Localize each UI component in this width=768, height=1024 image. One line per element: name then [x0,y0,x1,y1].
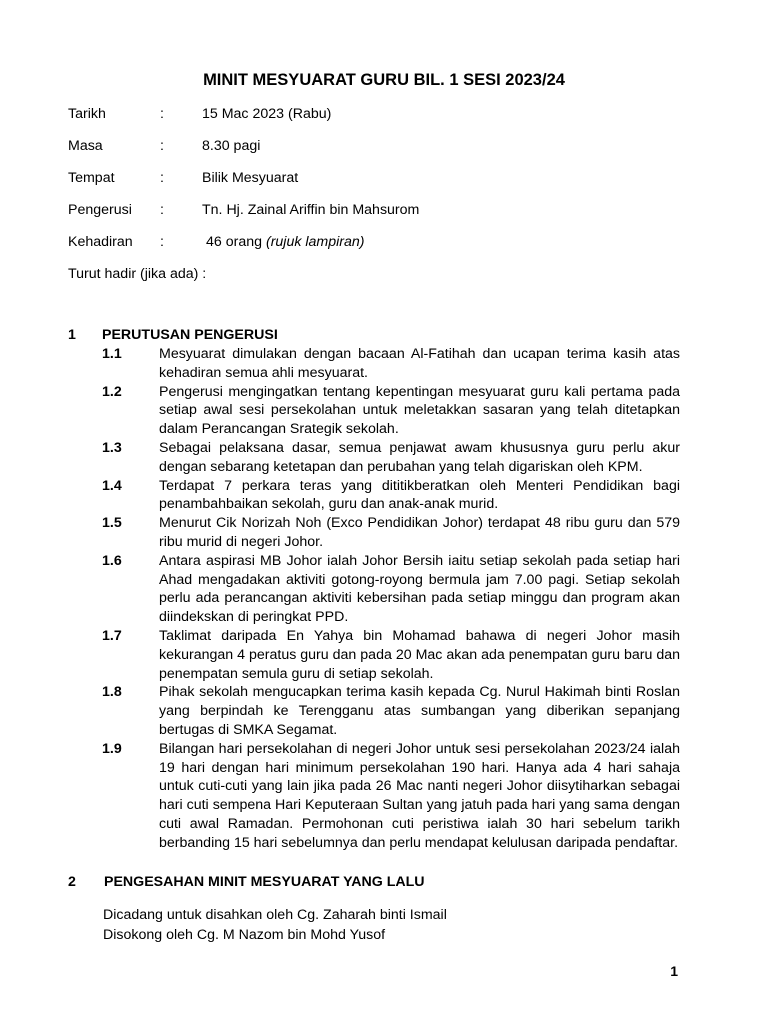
meta-colon: : [160,138,164,154]
meta-value: 8.30 pagi [202,138,261,154]
proposed-by-line: Dicadang untuk disahkan oleh Cg. Zaharah binti Ismail [103,907,447,923]
item-number: 1.7 [102,627,122,644]
meta-value: 15 Mac 2023 (Rabu) [202,106,332,122]
meta-colon: : [160,170,164,186]
item-number: 1.9 [102,740,122,757]
section-number: 2 [68,874,76,890]
attendance-count: 46 orang [206,234,263,250]
section-title: PENGESAHAN MINIT MESYUARAT YANG LALU [104,874,425,890]
item-number: 1.2 [102,383,122,400]
meta-colon: : [160,202,164,218]
item-number: 1.1 [102,346,122,362]
list-item [68,552,680,627]
list-item [68,627,680,683]
item-number: 1.5 [102,515,122,532]
item-text: Pengerusi mengingatkan tentang kepentingan mesyuarat guru kali pertama pada setiap awal sesi persekolahan untuk meletakkan sasaran yang telah ditetapkan dalam Perancangan Srategik sekolah. [159,383,680,438]
section-2-heading [68,873,568,893]
list-item [68,683,680,739]
attendance-note: (rujuk lampiran) [265,234,365,250]
item-text: Taklimat daripada En Yahya bin Mohamad bahawa di negeri Johor masih kekurangan 4 peratus guru dan pada 20 Mac akan ada penempatan guru baru dan penempatan semula guru di setiap sekolah. [159,627,680,682]
section-1-items [68,345,680,853]
item-text: Bilangan hari persekolahan di negeri Johor untuk sesi persekolahan 2023/24 ialah 19 hari dengan hari minimum persekolahan 190 hari. Hanya ada 4 hari sahaja untuk cuti-cuti yang lain jika pada 26 Mac nanti negeri Johor diisytiharkan sebagai hari cuti sempena Hari Keputeraan Sultan yang jatuh pada hari yang sama dengan cuti awal Ramadan. Permohonan cuti peristiwa ialah 30 hari sebelum tarikh berbanding 15 hari sebelumnya dan perlu mendapat kelulusan daripada pendaftar. [159,740,680,851]
meta-label: Kehadiran [68,234,133,250]
item-text: Menurut Cik Norizah Noh (Exco Pendidikan Johor) terdapat 48 ribu guru dan 579 ribu murid di negeri Johor. [159,515,680,550]
meta-label: Tempat [68,170,115,186]
item-number: 1.8 [102,684,122,701]
item-text: Mesyuarat dimulakan dengan bacaan Al-Fatihah dan ucapan terima kasih atas kehadiran semua ahli mesyuarat. [159,346,680,381]
meta-value [206,233,365,252]
meta-label: Masa [68,138,103,154]
item-text: Antara aspirasi MB Johor ialah Johor Bersih iaitu setiap sekolah pada setiap hari Ahad mengadakan aktiviti gotong-royong bermula jam 7.00 pagi. Setiap sekolah perlu ada perancangan aktiviti kebersihan pada setiap minggu dan program akan diindekskan di peringkat PPD. [159,552,680,626]
seconded-by-line: Disokong oleh Cg. M Nazom bin Mohd Yusof [103,927,386,943]
list-item [68,439,680,477]
section-1-heading [68,326,468,346]
section-number: 1 [68,327,76,343]
item-number: 1.4 [102,477,122,494]
page-number: 1 [670,963,678,979]
item-text: Terdapat 7 perkara teras yang dititikberatkan oleh Menteri Pendidikan bagi penambahbaikan sekolah, guru dan anak-anak murid. [159,477,680,513]
item-text: Pihak sekolah mengucapkan terima kasih kepada Cg. Nurul Hakimah binti Roslan yang berpindah ke Terengganu atas sumbangan yang diberikan sepanjang bertugas di SMKA Segamat. [159,684,680,738]
list-item [68,514,680,552]
meta-value: Bilik Mesyuarat [202,170,299,186]
item-number: 1.6 [102,552,122,569]
meta-colon: : [160,106,164,122]
meta-label: Tarikh [68,106,106,122]
meta-label: Pengerusi [68,202,132,218]
turut-hadir-line: Turut hadir (jika ada) : [68,266,207,282]
list-item [68,383,680,439]
list-item [68,477,680,515]
list-item [68,345,680,383]
meta-colon: : [160,234,164,250]
section-title: PERUTUSAN PENGERUSI [102,327,278,343]
item-text: Sebagai pelaksana dasar, semua penjawat awam khususnya guru perlu akur dengan sebarang ketetapan dan perubahan yang telah digariskan oleh KPM. [159,439,680,475]
item-number: 1.3 [102,439,122,456]
meta-value: Tn. Hj. Zainal Ariffin bin Mahsurom [202,202,420,218]
list-item [68,740,680,853]
document-title: MINIT MESYUARAT GURU BIL. 1 SESI 2023/24 [203,71,565,89]
